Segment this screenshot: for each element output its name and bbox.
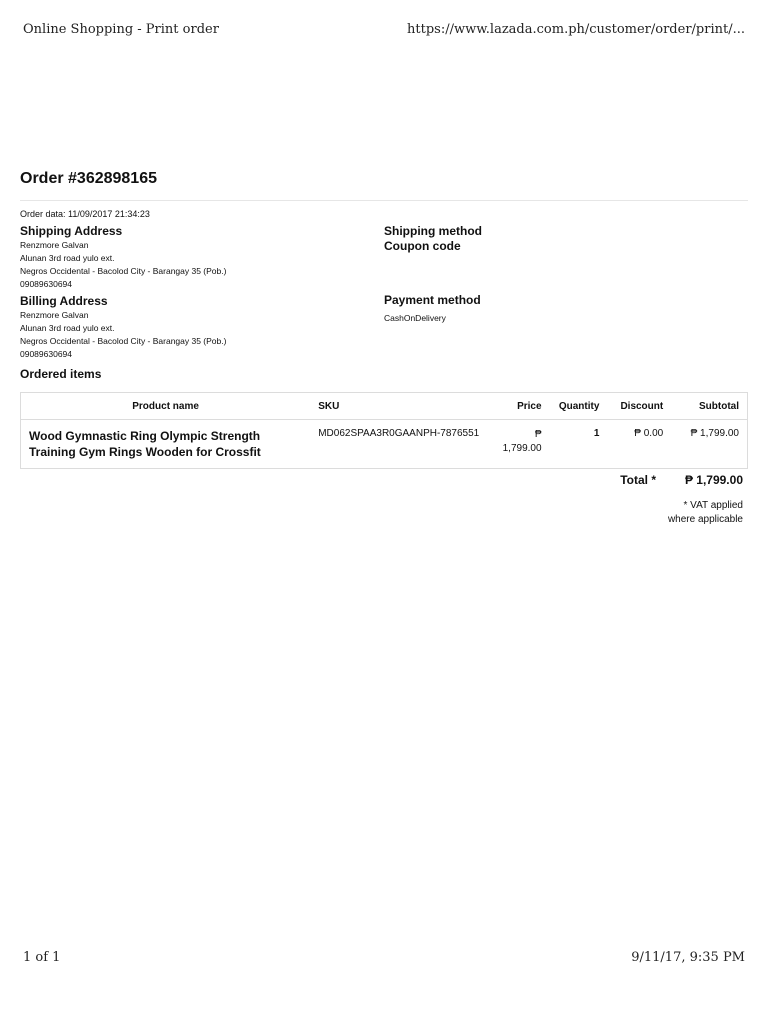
order-title: Order #362898165: [20, 170, 157, 187]
coupon-code-heading: Coupon code: [384, 239, 461, 253]
product-subtotal: ₱ 1,799.00: [690, 428, 739, 439]
page-number: 1 of 1: [23, 950, 61, 965]
product-name: Wood Gymnastic Ring Olympic Strength Training Gym Rings Wooden for Crossfit: [29, 429, 261, 459]
print-datetime: 9/11/17, 9:35 PM: [631, 950, 745, 965]
shipping-address-line: Negros Occidental - Bacolod City - Barangay 35 (Pob.): [20, 266, 227, 276]
shipping-address-line: Renzmore Galvan: [20, 240, 89, 250]
total-value: ₱ 1,799.00: [684, 473, 743, 487]
billing-address-block: [20, 294, 360, 361]
price-amount: 1,799.00: [502, 443, 542, 454]
shipping-method-heading: Shipping method: [384, 224, 482, 238]
payment-method-heading: Payment method: [384, 293, 481, 307]
payment-method-value: CashOnDelivery: [384, 313, 446, 323]
billing-address-heading: Billing Address: [20, 294, 108, 308]
print-footer: [23, 950, 745, 970]
column-header-product-name: Product name: [132, 400, 199, 412]
column-header-price: Price: [517, 400, 542, 412]
billing-address-line: Negros Occidental - Bacolod City - Barangay 35 (Pob.): [20, 336, 227, 346]
page-title: Online Shopping - Print order: [23, 22, 219, 37]
total-label: Total *: [620, 473, 656, 487]
order-date: Order data: 11/09/2017 21:34:23: [20, 209, 150, 219]
shipping-payment-column: [384, 224, 744, 325]
table-header: [21, 393, 747, 420]
ordered-items-table: [20, 392, 748, 469]
billing-address-line: 09089630694: [20, 349, 73, 359]
product-quantity: 1: [593, 428, 600, 439]
shipping-address-block: [20, 224, 360, 291]
shipping-address-line: 09089630694: [20, 279, 73, 289]
print-header: [23, 22, 745, 42]
column-header-discount: Discount: [620, 400, 664, 412]
column-header-quantity: Quantity: [558, 400, 600, 412]
product-price: [490, 428, 542, 468]
table-row: [21, 420, 747, 468]
vat-note: * VAT applied where applicable: [667, 500, 743, 525]
shipping-address-line: Alunan 3rd road yulo ext.: [20, 253, 115, 263]
billing-address-line: Alunan 3rd road yulo ext.: [20, 323, 115, 333]
ordered-items-heading: Ordered items: [20, 367, 102, 381]
product-discount: ₱ 0.00: [634, 428, 664, 439]
shipping-address-heading: Shipping Address: [20, 224, 123, 238]
product-sku: MD062SPAA3R0GAANPH-7876551: [318, 428, 480, 439]
title-divider: [20, 200, 748, 201]
column-header-sku: SKU: [318, 400, 340, 412]
price-currency: ₱: [534, 429, 542, 440]
page-url: https://www.lazada.com.ph/customer/order/print/...: [407, 22, 745, 37]
column-header-subtotal: Subtotal: [699, 400, 739, 412]
billing-address-line: Renzmore Galvan: [20, 310, 89, 320]
address-column: [20, 224, 360, 364]
